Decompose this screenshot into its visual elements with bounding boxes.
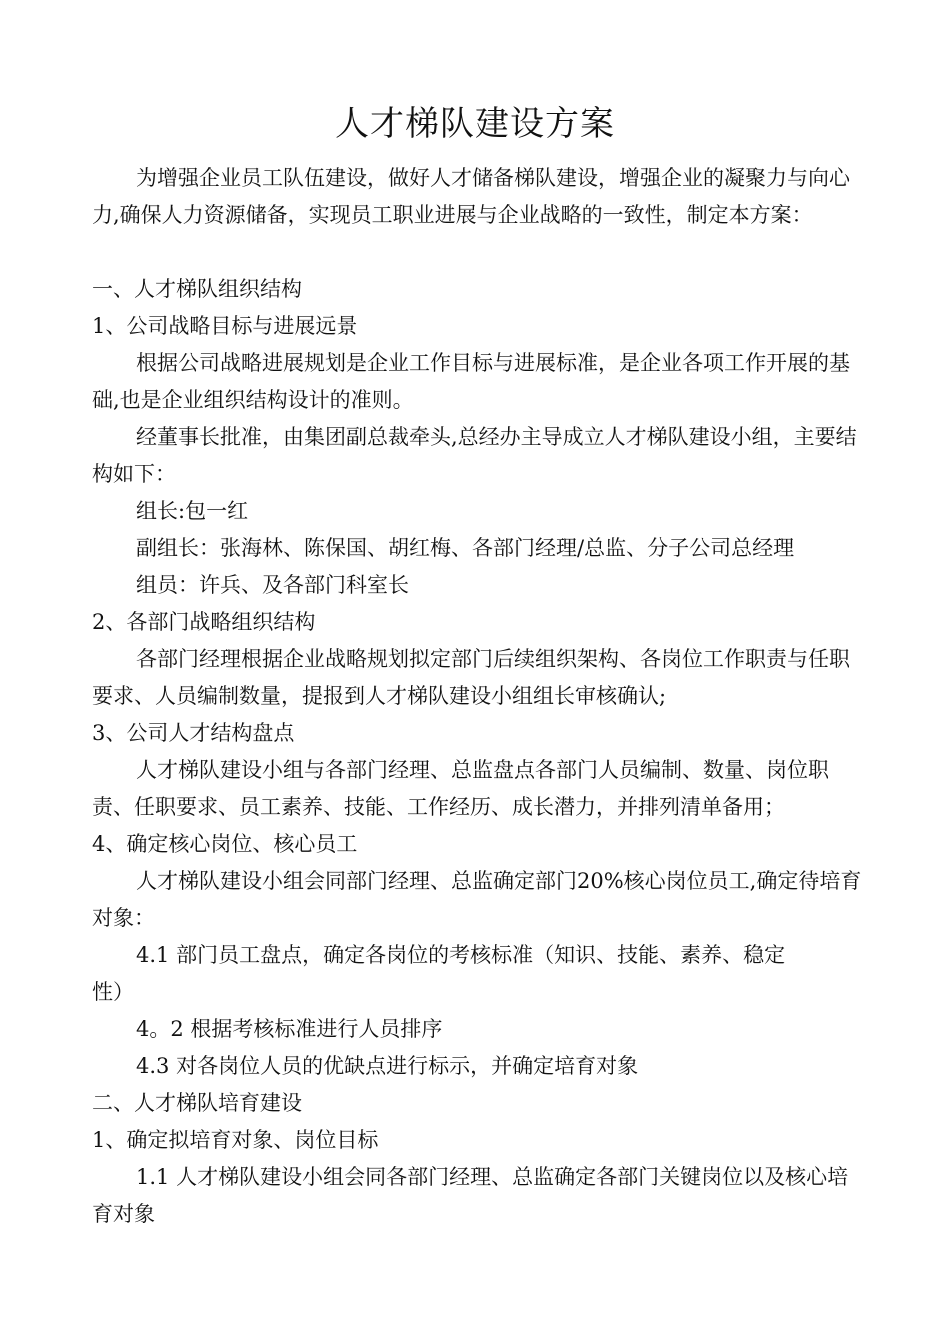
deputy-leaders: 副组长：张海林、陈保国、胡红梅、各部门经理/总监、分子公司总经理 xyxy=(136,536,795,560)
document-title: 人才梯队建设方案 xyxy=(335,104,615,144)
group-members: 组员：许兵、及各部门科室长 xyxy=(136,573,409,597)
s2-item1-heading: 1、确定拟培育对象、岗位目标 xyxy=(92,1128,379,1152)
section-2-heading: 二、人才梯队培育建设 xyxy=(92,1091,302,1115)
s1-item3-paragraph: 人才梯队建设小组与各部门经理、总监盘点各部门人员编制、数量、岗位职责、任职要求、员工素养、技能、工作经历、成长潜力，并排列清单备用； xyxy=(92,758,829,819)
s1-item4-heading: 4、确定核心岗位、核心员工 xyxy=(92,832,358,856)
intro-paragraph: 为增强企业员工队伍建设，做好人才储备梯队建设，增强企业的凝聚力与向心力,确保人力资源储备，实现员工职业进展与企业战略的一致性，制定本方案： xyxy=(92,166,850,227)
s1-item1-paragraph-1: 根据公司战略进展规划是企业工作目标与进展标准，是企业各项工作开展的基础,也是企业组织结构设计的准则。 xyxy=(92,351,850,412)
s2-item1-1: 1.1 人才梯队建设小组会同各部门经理、总监确定各部门关键岗位以及核心培育对象 xyxy=(92,1165,849,1226)
s1-item4-1-line2: 性） xyxy=(92,980,134,1004)
s1-item2-heading: 2、各部门战略组织结构 xyxy=(92,610,316,634)
s1-item1-paragraph-2: 经董事长批准，由集团副总裁牵头,总经办主导成立人才梯队建设小组，主要结构如下： xyxy=(92,425,857,486)
s1-item1-heading: 1、公司战略目标与进展远景 xyxy=(92,314,358,338)
s1-item4-2: 4。2 根据考核标准进行人员排序 xyxy=(136,1017,443,1041)
group-leader: 组长:包一红 xyxy=(136,499,249,523)
section-1-heading: 一、人才梯队组织结构 xyxy=(92,277,302,301)
s1-item2-paragraph: 各部门经理根据企业战略规划拟定部门后续组织架构、各岗位工作职责与任职要求、人员编制数量，提报到人才梯队建设小组组长审核确认; xyxy=(92,647,850,708)
s1-item4-1-line1: 4.1 部门员工盘点，确定各岗位的考核标准（知识、技能、素养、稳定 xyxy=(136,943,786,967)
s1-item4-paragraph: 人才梯队建设小组会同部门经理、总监确定部门20%核心岗位员工,确定待培育对象： xyxy=(92,869,862,930)
s1-item3-heading: 3、公司人才结构盘点 xyxy=(92,721,295,745)
s1-item4-3: 4.3 对各岗位人员的优缺点进行标示，并确定培育对象 xyxy=(136,1054,639,1078)
